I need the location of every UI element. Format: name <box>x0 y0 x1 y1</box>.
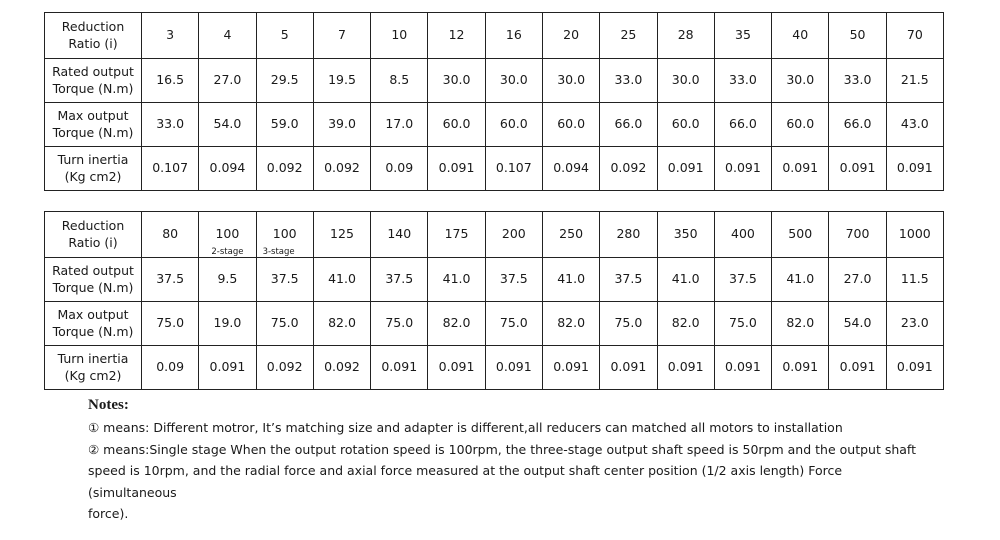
cell-value: 82.0 <box>557 315 586 331</box>
cell-value: 0.091 <box>438 359 475 375</box>
table-cell <box>542 147 599 191</box>
cell-value: 16 <box>505 27 522 43</box>
cell-value: 1000 <box>898 226 931 242</box>
max-torque-row <box>45 103 944 147</box>
table-cell <box>886 212 943 258</box>
cell-value: 0.091 <box>553 359 589 375</box>
cell-value: 30.0 <box>671 72 700 88</box>
row-label-line: Ratio (i) <box>68 234 118 250</box>
table-cell <box>886 258 943 302</box>
table-cell <box>313 212 370 258</box>
cell-value: 33.0 <box>614 72 643 88</box>
cell-value: 100 <box>272 226 297 242</box>
cell-value: 60.0 <box>786 116 815 132</box>
cell-value: 37.5 <box>270 271 299 287</box>
table-cell <box>600 258 657 302</box>
cell-value: 75.0 <box>729 315 757 331</box>
stage-note: 2-stage <box>211 246 244 257</box>
table-cell <box>199 302 256 346</box>
table-cell <box>371 258 428 302</box>
row-label <box>45 103 142 147</box>
table-cell <box>542 302 599 346</box>
table-cell <box>657 147 714 191</box>
table-cell <box>886 346 943 390</box>
table-cell <box>542 212 599 258</box>
row-label-line: Max output <box>57 307 129 323</box>
row-label-line: Reduction <box>61 19 125 35</box>
table-cell <box>256 147 313 191</box>
cell-value: 700 <box>845 226 870 242</box>
table-cell <box>886 103 943 147</box>
cell-value: 30.0 <box>499 72 528 88</box>
turn-inertia-row <box>45 147 944 191</box>
spec-table-top <box>44 12 944 191</box>
cell-value: 19.0 <box>213 315 242 331</box>
cell-value: 0.092 <box>266 359 303 375</box>
cell-value: 75.0 <box>156 315 185 331</box>
table-cell <box>657 13 714 59</box>
table-cell <box>371 346 428 390</box>
table-cell <box>313 302 370 346</box>
cell-value: 250 <box>559 226 584 242</box>
table-cell <box>542 258 599 302</box>
table-cell <box>313 147 370 191</box>
table-cell <box>313 346 370 390</box>
cell-value: 33.0 <box>729 72 757 88</box>
stage-note: 3-stage <box>262 246 295 257</box>
cell-value: 8.5 <box>389 72 410 88</box>
cell-value: 82.0 <box>442 315 471 331</box>
table-cell <box>714 59 771 103</box>
cell-value: 70 <box>906 27 923 43</box>
reduction-ratio-row <box>45 13 944 59</box>
table-cell <box>256 346 313 390</box>
cell-value: 37.5 <box>156 271 185 287</box>
table-cell <box>142 346 199 390</box>
row-label-line: Ratio (i) <box>68 35 118 51</box>
cell-value: 50 <box>849 27 866 43</box>
cell-value: 17.0 <box>385 116 414 132</box>
table-cell <box>199 212 256 258</box>
cell-value: 37.5 <box>729 271 757 287</box>
rated-torque-row <box>45 258 944 302</box>
cell-value: 30.0 <box>786 72 815 88</box>
table-cell <box>600 212 657 258</box>
rated-torque-row <box>45 59 944 103</box>
cell-value: 20 <box>563 27 580 43</box>
cell-value: 60.0 <box>442 116 471 132</box>
row-label <box>45 59 142 103</box>
table-cell <box>657 212 714 258</box>
table-cell <box>371 147 428 191</box>
table-cell <box>714 147 771 191</box>
table-cell <box>886 59 943 103</box>
cell-value: 41.0 <box>557 271 586 287</box>
table-cell <box>199 147 256 191</box>
table-cell <box>199 346 256 390</box>
table-cell <box>313 13 370 59</box>
note-line-4: force). <box>88 506 129 521</box>
table-cell <box>886 302 943 346</box>
table-cell <box>256 302 313 346</box>
cell-value: 9.5 <box>217 271 238 287</box>
table-cell <box>772 13 829 59</box>
table-cell <box>772 103 829 147</box>
table-cell <box>428 212 485 258</box>
row-label <box>45 212 142 258</box>
table-cell <box>772 346 829 390</box>
cell-value: 75.0 <box>270 315 299 331</box>
table-cell <box>371 302 428 346</box>
table-cell <box>428 59 485 103</box>
row-label <box>45 302 142 346</box>
cell-value: 41.0 <box>786 271 815 287</box>
table-cell <box>142 103 199 147</box>
table-cell <box>256 13 313 59</box>
cell-value: 140 <box>387 226 412 242</box>
table-cell <box>657 258 714 302</box>
row-label-line: Rated output <box>52 64 134 80</box>
table-cell <box>485 59 542 103</box>
table-cell <box>256 59 313 103</box>
cell-value: 41.0 <box>671 271 700 287</box>
cell-value: 41.0 <box>442 271 471 287</box>
table-cell <box>600 59 657 103</box>
table-cell <box>657 346 714 390</box>
cell-value: 500 <box>788 226 813 242</box>
cell-value: 54.0 <box>843 315 872 331</box>
cell-value: 0.094 <box>553 160 589 176</box>
row-label <box>45 346 142 390</box>
row-label-line: Torque (N.m) <box>52 124 134 140</box>
table-cell <box>313 258 370 302</box>
cell-value: 0.091 <box>725 359 761 375</box>
cell-value: 0.092 <box>266 160 303 176</box>
cell-value: 3 <box>166 27 175 43</box>
table-cell <box>829 258 886 302</box>
cell-value: 59.0 <box>270 116 299 132</box>
cell-value: 60.0 <box>671 116 700 132</box>
note-line-1: ① means: Different motror, It’s matching size and adapter is different,all reducers can matched all motors to installation <box>88 420 843 435</box>
cell-value: 33.0 <box>843 72 872 88</box>
cell-value: 75.0 <box>614 315 643 331</box>
cell-value: 37.5 <box>614 271 643 287</box>
table-cell <box>829 103 886 147</box>
table-cell <box>829 212 886 258</box>
table-cell <box>428 13 485 59</box>
table-cell <box>829 13 886 59</box>
table-cell <box>142 212 199 258</box>
table-cell <box>600 147 657 191</box>
table-cell <box>657 59 714 103</box>
row-label-line: (Kg cm2) <box>64 367 122 383</box>
table-cell <box>542 346 599 390</box>
table-cell <box>600 302 657 346</box>
cell-value: 10 <box>391 27 408 43</box>
row-label-line: Max output <box>57 108 129 124</box>
table-cell <box>772 302 829 346</box>
row-label <box>45 13 142 59</box>
cell-value: 27.0 <box>213 72 242 88</box>
cell-value: 80 <box>162 226 179 242</box>
table-cell <box>199 59 256 103</box>
table-cell <box>829 346 886 390</box>
cell-value: 100 <box>215 226 240 242</box>
row-label-line: Torque (N.m) <box>52 323 134 339</box>
cell-value: 125 <box>330 226 354 242</box>
table-cell <box>714 212 771 258</box>
cell-value: 75.0 <box>499 315 528 331</box>
cell-value: 33.0 <box>156 116 185 132</box>
table-cell <box>199 258 256 302</box>
table-cell <box>714 302 771 346</box>
row-label-line: Torque (N.m) <box>52 279 134 295</box>
table-cell <box>485 103 542 147</box>
table-cell <box>371 212 428 258</box>
cell-value: 280 <box>616 226 641 242</box>
reduction-ratio-row <box>45 212 944 258</box>
table-cell <box>142 302 199 346</box>
cell-value: 21.5 <box>900 72 929 88</box>
table-cell <box>886 147 943 191</box>
cell-value: 0.092 <box>324 359 360 375</box>
table-cell <box>657 103 714 147</box>
table-cell <box>829 147 886 191</box>
cell-value: 29.5 <box>270 72 299 88</box>
table-cell <box>714 13 771 59</box>
table-cell <box>371 13 428 59</box>
cell-value: 54.0 <box>213 116 242 132</box>
cell-value: 12 <box>448 27 465 43</box>
cell-value: 16.5 <box>156 72 185 88</box>
cell-value: 0.091 <box>209 359 246 375</box>
cell-value: 66.0 <box>729 116 757 132</box>
table-cell <box>142 13 199 59</box>
cell-value: 0.091 <box>896 359 933 375</box>
cell-value: 40 <box>792 27 809 43</box>
table-cell <box>600 13 657 59</box>
cell-value: 0.094 <box>209 160 246 176</box>
table-cell <box>829 302 886 346</box>
row-label-line: Turn inertia <box>57 351 129 367</box>
cell-value: 175 <box>444 226 469 242</box>
table-cell <box>313 59 370 103</box>
table-cell <box>600 346 657 390</box>
table-cell <box>256 258 313 302</box>
table-cell <box>485 258 542 302</box>
cell-value: 0.091 <box>782 359 819 375</box>
cell-value: 0.091 <box>782 160 819 176</box>
cell-value: 41.0 <box>328 271 356 287</box>
cell-value: 4 <box>223 27 232 43</box>
table-cell <box>485 302 542 346</box>
cell-value: 60.0 <box>557 116 586 132</box>
cell-value: 25 <box>620 27 637 43</box>
table-cell <box>428 147 485 191</box>
cell-value: 0.091 <box>381 359 418 375</box>
table-cell <box>428 302 485 346</box>
table-cell <box>772 258 829 302</box>
cell-value: 0.092 <box>610 160 647 176</box>
cell-value: 400 <box>731 226 755 242</box>
table-cell <box>428 103 485 147</box>
cell-value: 0.09 <box>385 160 414 176</box>
turn-inertia-row <box>45 346 944 390</box>
cell-value: 0.091 <box>896 160 933 176</box>
notes-title: Notes: <box>88 397 129 413</box>
cell-value: 0.091 <box>667 359 704 375</box>
table-cell <box>772 147 829 191</box>
cell-value: 0.092 <box>324 160 360 176</box>
table-cell <box>542 59 599 103</box>
cell-value: 60.0 <box>499 116 528 132</box>
cell-value: 0.091 <box>725 160 761 176</box>
cell-value: 350 <box>673 226 698 242</box>
table-cell <box>428 258 485 302</box>
note-line-3: speed is 10rpm, and the radial force and axial force measured at the output shaft center position (1/2 axis length) Force (simultaneous <box>88 463 843 500</box>
cell-value: 0.091 <box>839 359 876 375</box>
cell-value: 43.0 <box>900 116 929 132</box>
table-cell <box>313 103 370 147</box>
max-torque-row <box>45 302 944 346</box>
notes-section <box>88 395 918 525</box>
cell-value: 11.5 <box>900 271 929 287</box>
cell-value: 27.0 <box>843 271 872 287</box>
cell-value: 0.09 <box>156 359 185 375</box>
table-cell <box>714 103 771 147</box>
cell-value: 0.107 <box>152 160 189 176</box>
cell-value: 66.0 <box>843 116 872 132</box>
table-cell <box>199 13 256 59</box>
cell-value: 28 <box>677 27 694 43</box>
cell-value: 0.091 <box>839 160 876 176</box>
row-label-line: Torque (N.m) <box>52 80 134 96</box>
table-cell <box>714 258 771 302</box>
cell-value: 19.5 <box>328 72 356 88</box>
cell-value: 82.0 <box>328 315 356 331</box>
table-cell <box>772 59 829 103</box>
table-cell <box>886 13 943 59</box>
cell-value: 200 <box>501 226 526 242</box>
cell-value: 35 <box>735 27 751 43</box>
cell-value: 23.0 <box>900 315 929 331</box>
cell-value: 0.091 <box>495 359 532 375</box>
row-label <box>45 147 142 191</box>
row-label <box>45 258 142 302</box>
row-label-line: Rated output <box>52 263 134 279</box>
cell-value: 7 <box>338 27 346 43</box>
table-cell <box>142 147 199 191</box>
table-cell <box>829 59 886 103</box>
spec-table-bottom <box>44 211 944 390</box>
row-label-line: Turn inertia <box>57 152 129 168</box>
table-cell <box>428 346 485 390</box>
table-cell <box>142 59 199 103</box>
table-cell <box>256 212 313 258</box>
table-cell <box>485 346 542 390</box>
table-cell <box>142 258 199 302</box>
cell-value: 0.091 <box>667 160 704 176</box>
table-cell <box>199 103 256 147</box>
cell-value: 75.0 <box>385 315 414 331</box>
note-line-2: ② means:Single stage When the output rotation speed is 100rpm, the three-stage output shaft speed is 50rpm and the output shaft <box>88 441 916 457</box>
table-cell <box>371 103 428 147</box>
cell-value: 37.5 <box>385 271 414 287</box>
table-cell <box>600 103 657 147</box>
table-cell <box>371 59 428 103</box>
cell-value: 0.091 <box>610 359 647 375</box>
row-label-line: Reduction <box>61 218 125 234</box>
table-cell <box>542 13 599 59</box>
cell-value: 66.0 <box>614 116 643 132</box>
table-cell <box>485 13 542 59</box>
table-cell <box>772 212 829 258</box>
table-cell <box>542 103 599 147</box>
row-label-line: (Kg cm2) <box>64 168 122 184</box>
table-cell <box>657 302 714 346</box>
cell-value: 0.091 <box>438 160 475 176</box>
table-cell <box>485 147 542 191</box>
table-cell <box>256 103 313 147</box>
cell-value: 82.0 <box>671 315 700 331</box>
cell-value: 37.5 <box>499 271 528 287</box>
table-cell <box>485 212 542 258</box>
table-cell <box>714 346 771 390</box>
cell-value: 30.0 <box>557 72 586 88</box>
cell-value: 39.0 <box>328 116 356 132</box>
cell-value: 82.0 <box>786 315 815 331</box>
cell-value: 5 <box>280 27 289 43</box>
cell-value: 30.0 <box>442 72 471 88</box>
cell-value: 0.107 <box>495 160 532 176</box>
